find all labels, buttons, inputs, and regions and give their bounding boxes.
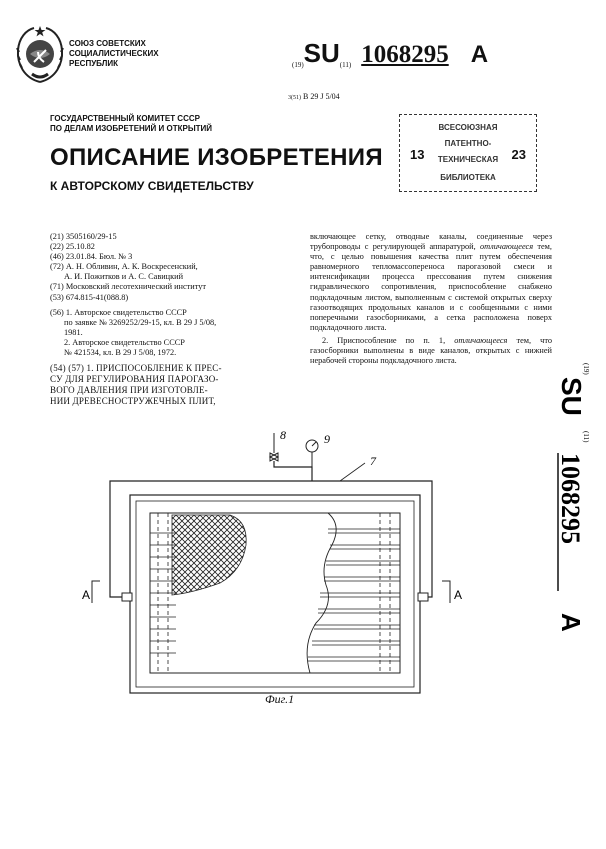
document-title: ОПИСАНИЕ ИЗОБРЕТЕНИЯ [50,144,383,171]
claim-2-text: 2. Приспособление по п. 1, отличающееся тем, что газосборники выполнены в виде каналов, открытых с нижней нерабочей стороны подкладочного листа. [310,335,552,366]
side-publication-number [548,363,592,663]
side-number: 1068295 [556,453,585,544]
document-subtitle: К АВТОРСКОМУ СВИДЕТЕЛЬСТВУ [50,179,254,193]
side-country: SU [556,377,587,416]
side-kind: A [556,613,586,632]
figure-1-drawing [80,395,463,695]
ipc-classification: 3(51) В 29 J 5/04 [288,92,340,101]
label-9: 9 [324,432,330,446]
publication-number: (19)SU(11) 1068295 A [292,38,489,69]
figure-caption: Фиг.1 [265,692,295,706]
side-code-11: (11) [582,431,590,443]
label-7: 7 [370,454,376,468]
valve-icon [270,433,278,461]
committee-name: ГОСУДАРСТВЕННЫЙ КОМИТЕТ СССР ПО ДЕЛАМ ИЗОБРЕТЕНИЙ И ОТКРЫТИЙ [50,114,213,133]
ussr-emblem-icon [14,24,66,86]
organization-name: СОЮЗ СОВЕТСКИХ СОЦИАЛИСТИЧЕСКИХ РЕСПУБЛИК [69,39,159,68]
claim-1-text: включающее сетку, отводные каналы, соединенные через трубопроводы с регулирующей аппаратурой, отличающееся тем, что, с целью повышения качества плит путем обеспечения равномерного тепломассопереноса парогазовой смеси и интенсификации процесса прессования путем снижения гидравлического сопротивления, приспособление снабжено подкладочным листом, выполненным с системой открытых сверху газоотводящих продольных каналов и с сообщенными с ними поперечными газосборниками, а сетка расположена поверх подкладочного листа. [310,232,552,332]
claims-text [310,232,552,366]
library-stamp: ВСЕСОЮЗНАЯ ПАТЕНТНО- ТЕХНИЧЕСКАЯ БИБЛИОТЕКА 13 23 [399,114,537,192]
section-marker-right: A [454,588,463,602]
label-8: 8 [280,428,286,442]
pressure-gauge-icon [306,440,318,467]
side-code-19: (19) [582,363,590,375]
section-marker-left: A [82,588,91,602]
bibliographic-data: (21) 3505160/29-15 (22) 25.10.82 (46) 23.01.84. Бюл. № 3 (72) А. Н. Обливин, А. К. Воскресенский, А. И. Пожитков и А. С. Савицкий (71) Московский лесотехнический институт (53) 674.815-41(088.8) (56) 1. Авторское свидетельство СССР по заявке № 3269252/29-15, кл. В 29 J 5/08, 1981. 2. Авторское свидетельство СССР № 421534, кл. В 29 J 5/08, 1972. (54) (57) 1. ПРИСПОСОБЛЕНИЕ К ПРЕС- СУ ДЛЯ РЕГУЛИРОВАНИЯ ПАРОГАЗО- ВОГО ДАВЛЕНИЯ ПРИ ИЗГОТОВЛЕ- НИИ ДРЕВЕСНОСТРУЖЕЧНЫХ ПЛИТ, [50,232,222,407]
